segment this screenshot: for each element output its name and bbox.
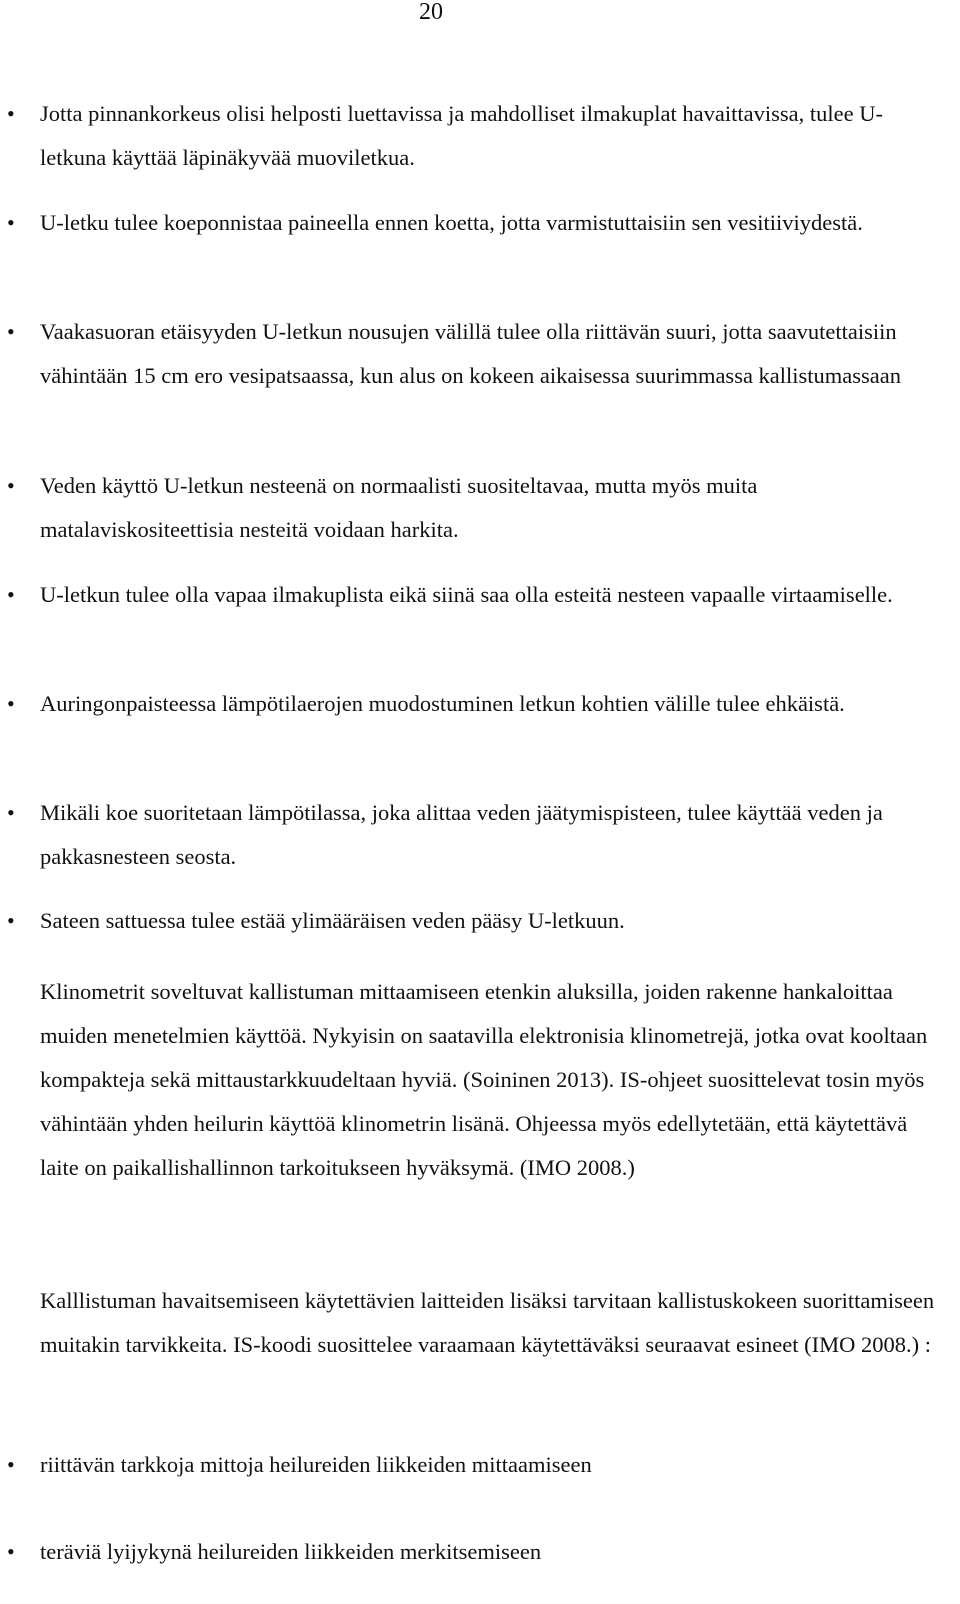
list-item: • riittävän tarkkoja mittoja heilureiden liikkeiden mittaamiseen (40, 1443, 940, 1487)
list-item: • Auringonpaisteessa lämpötilaerojen muodostuminen letkun kohtien välille tulee ehkäistä. (40, 682, 940, 726)
list-item: • U-letkun tulee olla vapaa ilmakuplista eikä siinä saa olla esteitä nesteen vapaalle virtaamiselle. (40, 573, 940, 617)
list-item: • Mikäli koe suoritetaan lämpötilassa, joka alittaa veden jäätymispisteen, tulee käyttää veden ja pakkasnesteen seosta. (40, 791, 940, 879)
list-item: • Veden käyttö U-letkun nesteenä on normaalisti suositeltavaa, mutta myös muita matalaviskositeettisia nesteitä voidaan harkita. (40, 464, 940, 552)
list-item: • Vaakasuoran etäisyyden U-letkun nousujen välillä tulee olla riittävän suuri, jotta saavutettaisiin vähintään 15 cm ero vesipatsaassa, kun alus on kokeen aikaisessa suurimmassa kallistumassaan (40, 310, 940, 398)
body-paragraph: Kalllistuman havaitsemiseen käytettävien laitteiden lisäksi tarvitaan kallistuskokeen suorittamiseen muitakin tarvikkeita. IS-koodi suosittelee varaamaan käytettäväksi seuraavat esineet (IMO 2008.) : (40, 1288, 935, 1357)
list-item: • Sateen sattuessa tulee estää ylimääräisen veden pääsy U-letkuun. (40, 899, 940, 943)
list-item: • Jotta pinnankorkeus olisi helposti luettavissa ja mahdolliset ilmakuplat havaittavissa, tulee U-letkuna käyttää läpinäkyvää muoviletkua. (40, 92, 940, 180)
body-paragraph: Klinometrit soveltuvat kallistuman mittaamiseen etenkin aluksilla, joiden rakenne hankaloittaa muiden menetelmien käyttöä. Nykyisin on saatavilla elektronisia klinometrejä, jotka ovat kooltaan kompakteja sekä mittaustarkkuudeltaan hyviä. (Soininen 2013). IS-ohjeet suosittelevat tosin myös vähintään yhden heilurin käyttöä klinometrin lisänä. Ohjeessa myös edellytetään, että käytettävä laite on paikallishallinnon tarkoitukseen hyväksymä. (IMO 2008.) (40, 979, 928, 1180)
list-item: • teräviä lyijykynä heilureiden liikkeiden merkitsemiseen (40, 1530, 940, 1574)
page-number: 20 (419, 0, 443, 25)
list-item: • U-letku tulee koeponnistaa paineella ennen koetta, jotta varmistuttaisiin sen vesitiiviydestä. (40, 201, 940, 245)
